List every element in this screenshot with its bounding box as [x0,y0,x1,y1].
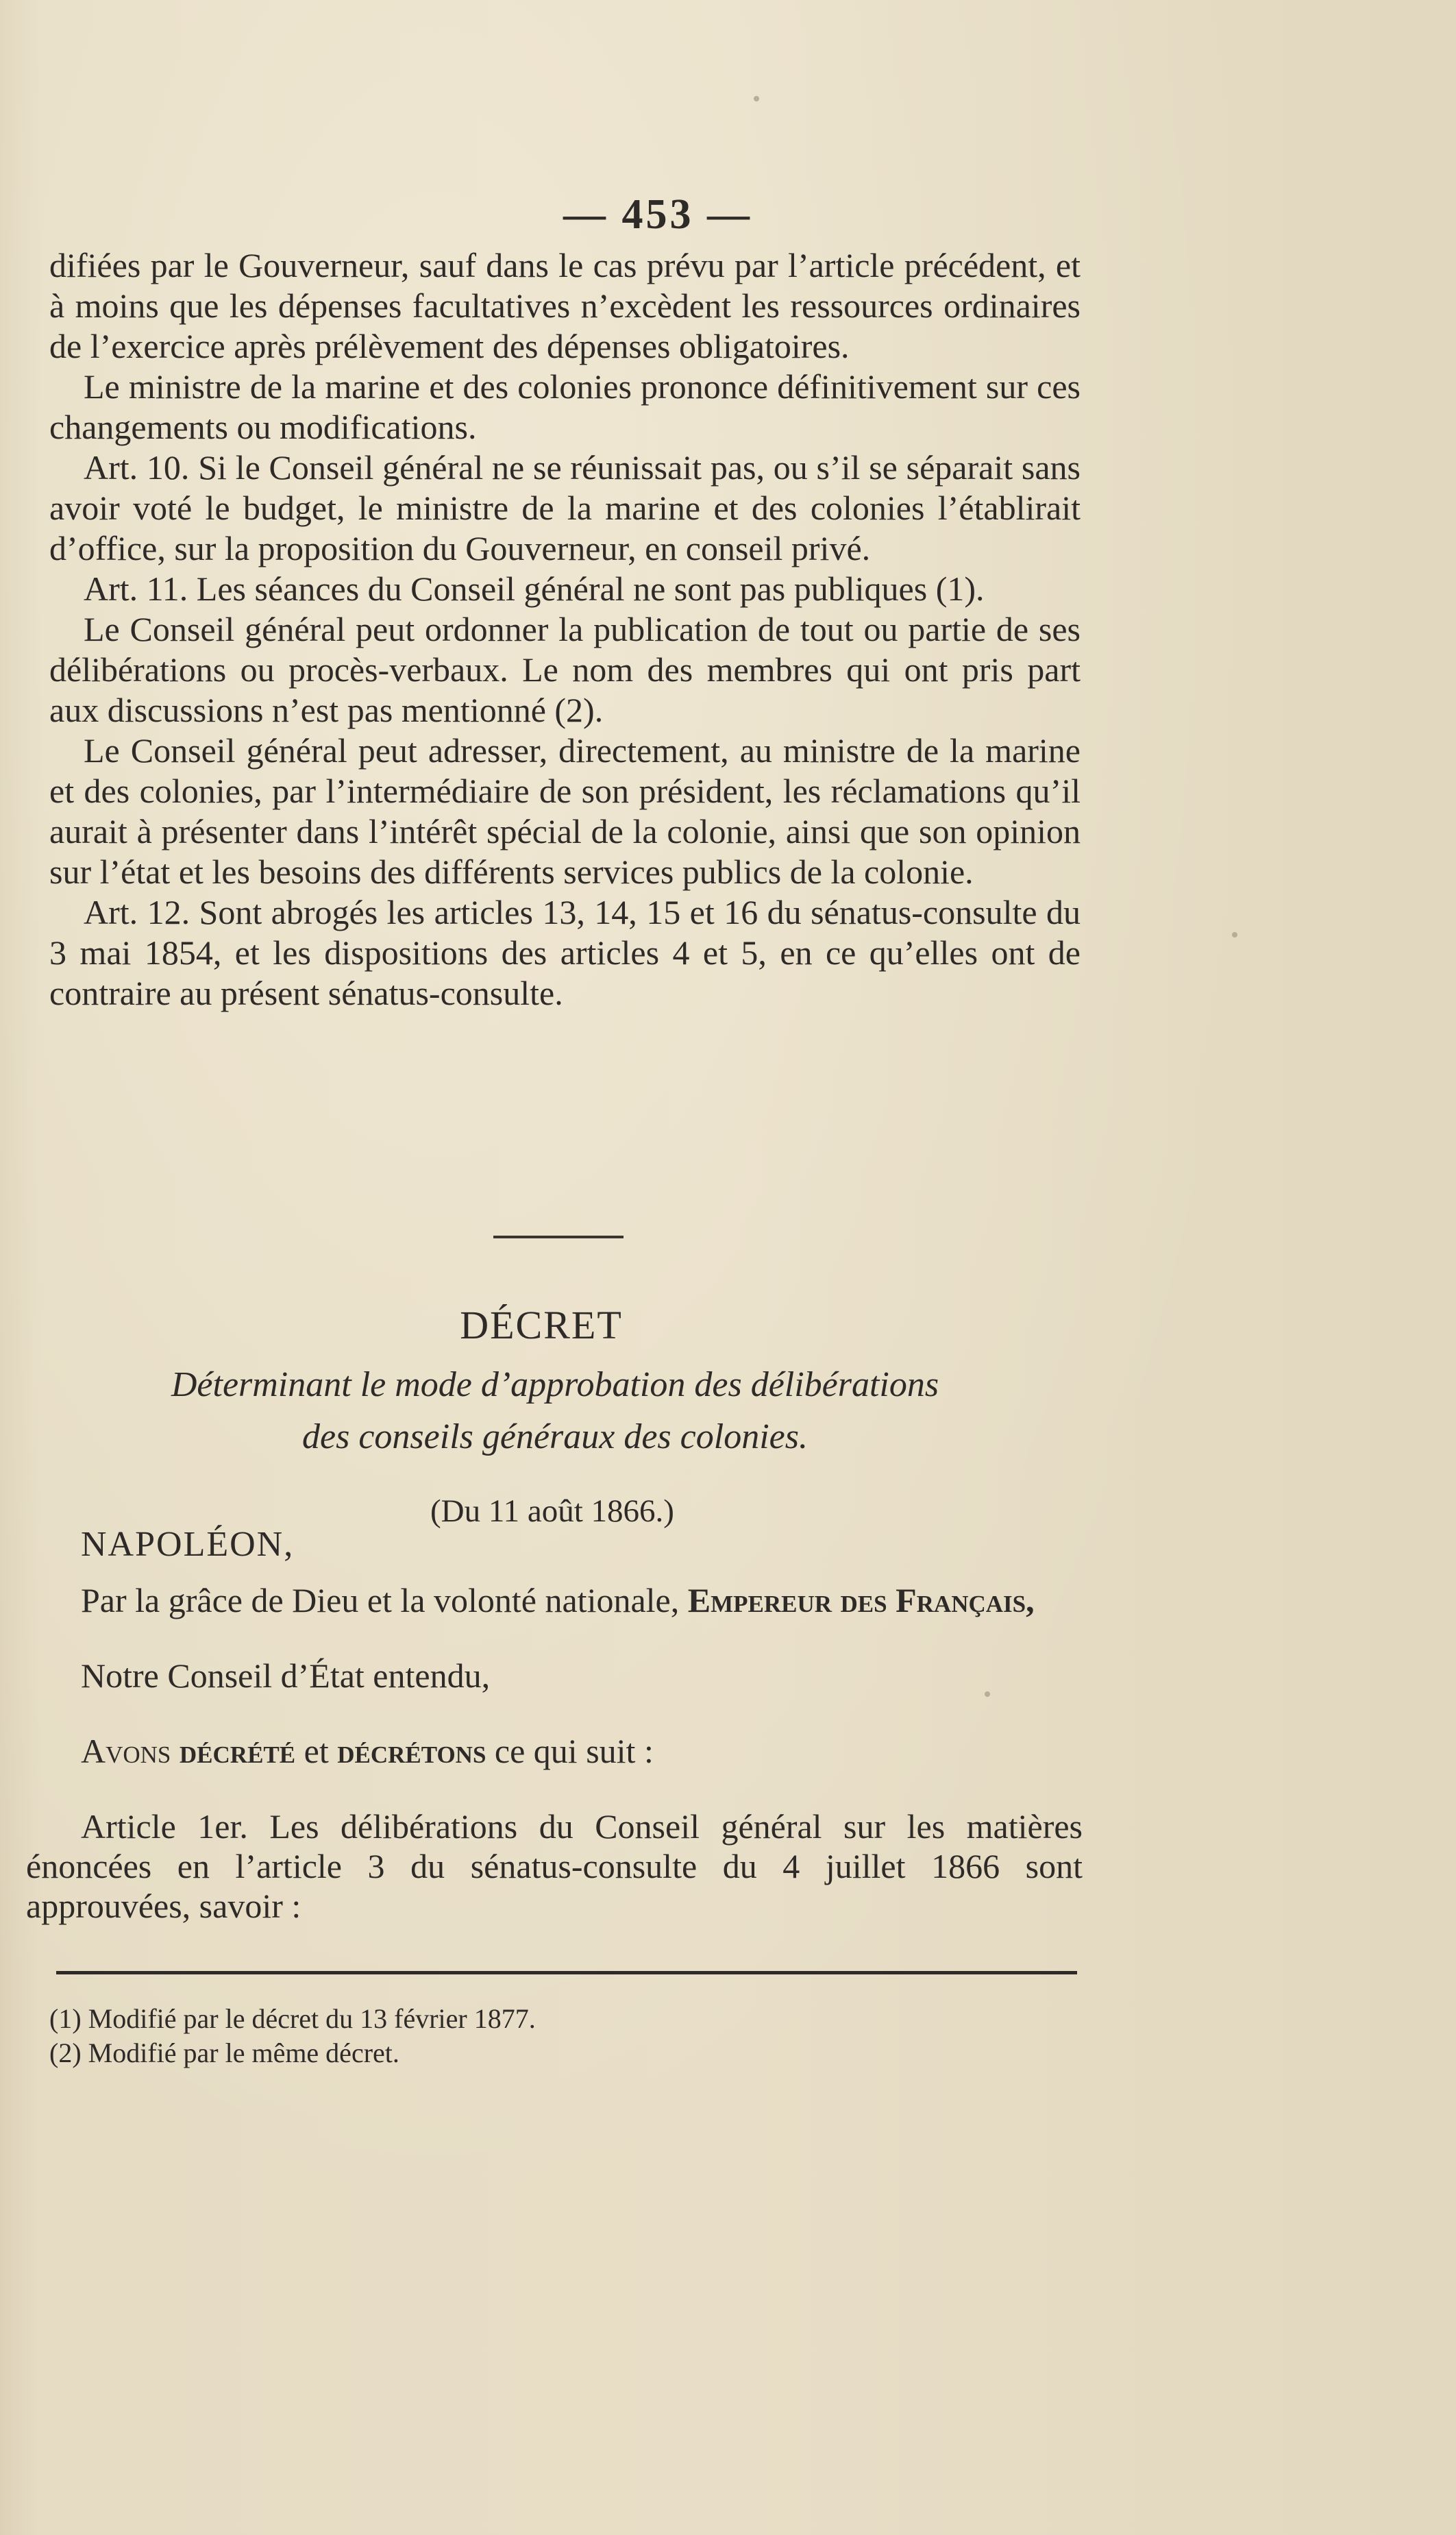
section-divider [493,1236,624,1238]
paragraph-article-10: Art. 10. Si le Conseil général ne se réunissait pas, ou s’il se séparait sans avoir voté le budget, le ministre de la marine et des colonies l’établirait d’office, sur la proposition du Gouverneur, en conseil privé. [49,448,1081,567]
avons-word: Avons [81,1732,171,1770]
article-1: Article 1er. Les délibérations du Conseil général sur les matières énoncées en l’article 3 du sénatus-consulte du 4 juillet 1866 sont approuvées, savoir : [26,1807,1083,1925]
footnote-1: (1) Modifié par le décret du 13 février 1877. [49,2003,536,2034]
senatus-consulte-text [49,245,1081,1014]
decree-subtitle [96,1359,1014,1463]
emperor-title: Empereur des Français, [687,1581,1035,1619]
paragraph-publication: Le Conseil général peut ordonner la publication de tout ou partie de ses délibérations ou procès-verbaux. Le nom des membres qui ont pris part aux discussions n’est pas mentionné (2). [49,610,1081,729]
grace-clause [26,1580,1083,1620]
council-clause: Notre Conseil d’État entendu, [81,1656,491,1695]
page-number: — 453 — [563,191,752,238]
paper-speck [1232,932,1237,938]
sovereign-name: NAPOLÉON, [81,1525,295,1564]
decree-subtitle-line-1: Déterminant le mode d’approbation des délibérations [171,1365,939,1404]
decree-date: (Du 11 août 1866.) [430,1493,674,1529]
decrete-word: décrété [179,1732,296,1770]
ce-qui-suit: ce qui suit : [494,1732,654,1770]
decretons-word: décrétons [337,1732,486,1770]
decree-subtitle-line-2: des conseils généraux des colonies. [302,1417,808,1456]
grace-prefix: Par la grâce de Dieu et la volonté nationale, [81,1581,680,1619]
footnote-rule [56,1971,1077,1974]
footnotes [49,2002,536,2070]
paper-speck [985,1691,990,1697]
decree-title: DÉCRET [460,1303,623,1347]
paragraph-article-12: Art. 12. Sont abrogés les articles 13, 14, 15 et 16 du sénatus-consulte du 3 mai 1854, et les dispositions des articles 4 et 5, en ce qu’elles ont de contraire au présent sénatus-consulte. [49,893,1081,1012]
paragraph-ministre: Le ministre de la marine et des colonies prononce définitivement sur ces changements ou modifications. [49,367,1081,446]
enacting-clause [26,1731,1083,1771]
paper-speck [754,96,759,101]
paragraph-article-11: Art. 11. Les séances du Conseil général ne sont pas publiques (1). [84,570,985,608]
decree-text [26,1580,1083,1926]
paragraph-reclamations: Le Conseil général peut adresser, directement, au ministre de la marine et des colonies, par l’intermédiaire de son président, les réclamations qu’il aurait à présenter dans l’intérêt spécial de la colonie, ainsi que son opinion sur l’état et les besoins des différents services publics de la colonie. [49,731,1081,891]
et-word: et [304,1732,329,1770]
footnote-2: (2) Modifié par le même décret. [49,2037,399,2068]
paragraph-continuation: difiées par le Gouverneur, sauf dans le cas prévu par l’article précédent, et à moins que les dépenses facultatives n’excèdent les ressources ordinaires de l’exercice après prélèvement des dépenses obligatoires. [49,246,1081,365]
